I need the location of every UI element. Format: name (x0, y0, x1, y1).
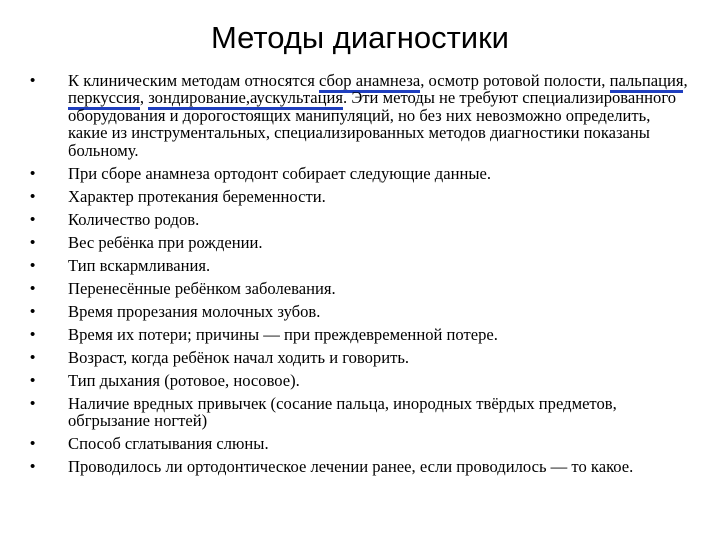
bullet-icon: • (30, 187, 36, 205)
slide-title: Методы диагностики (211, 20, 509, 55)
bullet-icon: • (30, 72, 36, 89)
intro-text-5: . Эти методы не требуют специализированного оборудования и дорогостоящих манипуляций, но без них невозможно определить, какие из инструментальных, специализированных методов диагностики показаны больному. (68, 88, 677, 160)
intro-text-3: , (683, 71, 688, 90)
bullet-item (0, 188, 720, 205)
bullet-text: Способ сглатывания слюны. (68, 434, 269, 454)
bullet-item (0, 257, 720, 274)
highlight-anamnesis: сбор анамнеза (319, 71, 420, 93)
bullet-item (0, 435, 720, 452)
bullet-icon: • (30, 348, 36, 366)
bullet-item (0, 303, 720, 320)
bullet-text: Тип дыхания (ротовое, носовое). (68, 370, 300, 390)
bullet-item (0, 234, 720, 251)
bullet-item (0, 372, 720, 389)
highlight-percussion: перкуссия (68, 88, 140, 110)
intro-text-1: К клиническим методам относятся (68, 71, 319, 90)
bullet-icon: • (30, 233, 36, 251)
bullet-icon: • (30, 325, 36, 343)
bullet-text: Тип вскармливания. (68, 255, 211, 275)
bullet-icon: • (30, 256, 36, 274)
bullet-text: Время их потери; причины — при преждевременной потере. (68, 324, 498, 344)
bullet-icon: • (30, 458, 36, 476)
bullet-icon: • (30, 371, 36, 389)
bullet-text: Наличие вредных привычек (сосание пальца, инородных твёрдых предметов, обгрызание ногтей) (68, 393, 617, 431)
bullet-icon: • (30, 279, 36, 297)
bullet-text: Перенесённые ребёнком заболевания. (68, 278, 336, 298)
bullet-text: Количество родов. (68, 209, 200, 229)
highlight-probing-auscultation: зондирование,аускультация (148, 88, 343, 110)
bullet-icon: • (30, 435, 36, 453)
bullet-text: Вес ребёнка при рождении. (68, 232, 263, 252)
bullet-text: Возраст, когда ребёнок начал ходить и говорить. (68, 347, 410, 367)
bullet-text: Время прорезания молочных зубов. (68, 301, 321, 321)
bullet-text: Характер протекания беременности. (68, 186, 326, 206)
bullet-text: При сборе анамнеза ортодонт собирает следующие данные. (68, 163, 492, 183)
intro-text-4: , (139, 88, 149, 108)
bullet-item (0, 280, 720, 297)
bullet-item-intro (0, 72, 720, 159)
bullet-item (0, 458, 720, 475)
bullet-icon: • (30, 302, 36, 320)
intro-text-2: , осмотр ротовой полости, (420, 71, 610, 90)
bullet-item (0, 211, 720, 228)
bullet-list (0, 72, 720, 481)
bullet-icon: • (30, 394, 36, 412)
bullet-item (0, 349, 720, 366)
bullet-icon: • (30, 164, 36, 182)
bullet-item (0, 395, 720, 430)
bullet-text: Проводилось ли ортодонтическое лечении ранее, если проводилось — то какое. (68, 457, 634, 477)
bullet-item (0, 326, 720, 343)
bullet-item (0, 165, 720, 182)
highlight-palpation: пальпация (610, 71, 684, 93)
bullet-icon: • (30, 210, 36, 228)
